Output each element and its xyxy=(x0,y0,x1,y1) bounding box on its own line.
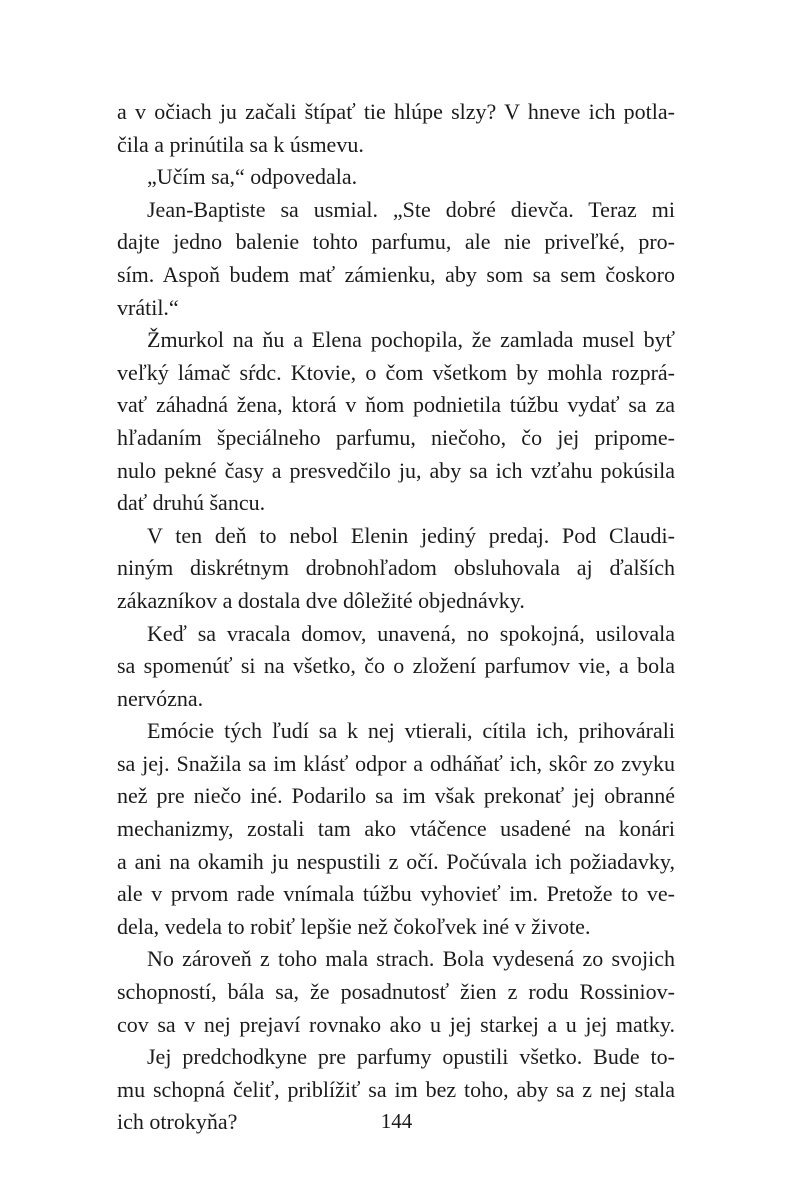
text-line: „Učím sa,“ odpovedala. xyxy=(147,164,358,190)
text-line: sím. Aspoň budem mať zámienku, aby som sa sem čoskoro xyxy=(117,261,675,287)
text-line: mu schopná čeliť, priblížiť sa im bez toho, aby sa z nej stala xyxy=(117,1076,675,1102)
text-line: No zároveň z toho mala strach. Bola vydesená zo svojich xyxy=(147,946,675,972)
text-line: sa jej. Snažila sa im klásť odpor a odháňať ich, skôr zo zvyku xyxy=(117,750,675,776)
text-line: Emócie tých ľudí sa k nej vtierali, cítila ich, prihovárali xyxy=(147,718,675,744)
text-line: Žmurkol na ňu a Elena pochopila, že zamlada musel byť xyxy=(147,327,675,353)
text-line: schopností, bála sa, že posadnutosť žien z rodu Rossiniov- xyxy=(117,979,675,1005)
text-line: Jean-Baptiste sa usmial. „Ste dobré dievča. Teraz mi xyxy=(147,196,675,222)
text-line: dajte jedno balenie tohto parfumu, ale nie priveľké, pro- xyxy=(117,229,675,255)
text-line: ale v prvom rade vnímala túžbu vyhovieť im. Pretože to ve- xyxy=(117,881,675,907)
page-number: 144 xyxy=(380,1109,413,1133)
text-line: a ani na okamih ju nespustili z očí. Počúvala ich požiadavky, xyxy=(117,848,675,874)
text-line: dať druhú šancu. xyxy=(117,490,266,516)
text-line: zákazníkov a dostala dve dôležité objednávky. xyxy=(117,587,525,613)
text-line: veľký lámač sŕdc. Ktovie, o čom všetkom by mohla rozprá- xyxy=(117,359,675,385)
text-line: vrátil.“ xyxy=(117,294,179,320)
text-line: mechanizmy, zostali tam ako vtáčence usadené na konári xyxy=(117,816,675,842)
text-line: čila a prinútila sa k úsmevu. xyxy=(117,131,364,157)
text-line: niným diskrétnym drobnohľadom obsluhovala aj ďalších xyxy=(117,555,675,581)
text-line: dela, vedela to robiť lepšie než čokoľvek iné v živote. xyxy=(117,913,591,939)
text-line: nulo pekné časy a presvedčilo ju, aby sa ich vzťahu pokúsila xyxy=(117,457,675,483)
text-line: Jej predchodkyne pre parfumy opustili všetko. Bude to- xyxy=(147,1044,675,1070)
text-line: než pre niečo iné. Podarilo sa im však prekonať jej obranné xyxy=(117,783,675,809)
text-line: ich otrokyňa? xyxy=(117,1109,238,1135)
body-text xyxy=(117,96,675,1139)
text-line: sa spomenúť si na všetko, čo o zložení parfumov vie, a bola xyxy=(117,653,675,679)
text-line: vať záhadná žena, ktorá v ňom podnietila túžbu vydať sa za xyxy=(117,392,675,418)
text-line: V ten deň to nebol Elenin jediný predaj. Pod Claudi- xyxy=(147,522,675,548)
text-line: a v očiach ju začali štípať tie hlúpe slzy? V hneve ich potla- xyxy=(117,99,675,124)
text-line: cov sa v nej prejaví rovnako ako u jej starkej a u jej matky. xyxy=(117,1011,675,1037)
text-line: Keď sa vracala domov, unavená, no spokojná, usilovala xyxy=(147,620,675,646)
text-line: hľadaním špeciálneho parfumu, niečoho, čo jej pripome- xyxy=(117,424,675,450)
text-line: nervózna. xyxy=(117,685,204,711)
